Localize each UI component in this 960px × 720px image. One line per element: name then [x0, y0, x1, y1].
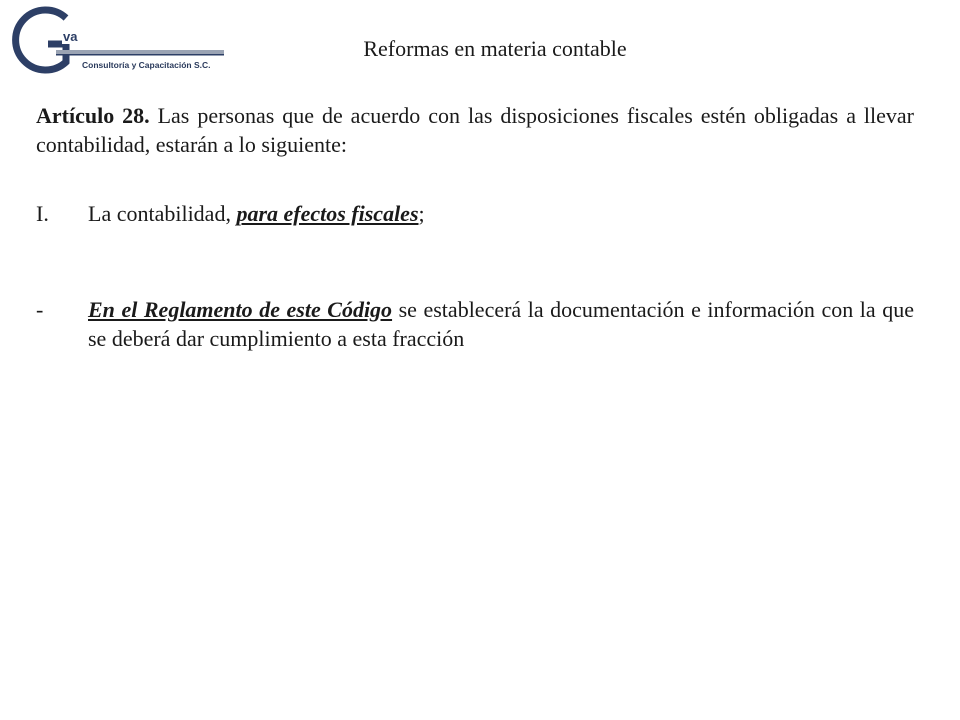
list-marker: - — [36, 297, 44, 322]
item-suffix: ; — [418, 201, 425, 226]
logo-letters: va — [63, 29, 78, 44]
item-prefix: La contabilidad, — [88, 201, 237, 226]
list-item-text — [88, 199, 914, 228]
list-item-reglamento — [36, 295, 914, 353]
item-emphasis: En el Reglamento de este Código — [88, 297, 393, 322]
article-label: Artículo 28. — [36, 103, 150, 128]
logo-caption: Consultoría y Capacitación S.C. — [82, 60, 211, 70]
article-text: Las personas que de acuerdo con las disposiciones fiscales estén obligadas a llevar contabilidad, estarán a lo siguiente: — [36, 103, 914, 157]
list-item-fraction-i — [36, 199, 914, 228]
article-paragraph — [36, 101, 914, 159]
list-marker: I. — [36, 201, 49, 226]
list-item-text — [88, 295, 914, 353]
page-title: Reformas en materia contable — [363, 36, 627, 61]
item-suffix: se establecerá la documentación e información con la que se deberá dar cumplimiento a esta fracción — [88, 297, 914, 351]
item-emphasis: para efectos fiscales — [236, 201, 419, 226]
